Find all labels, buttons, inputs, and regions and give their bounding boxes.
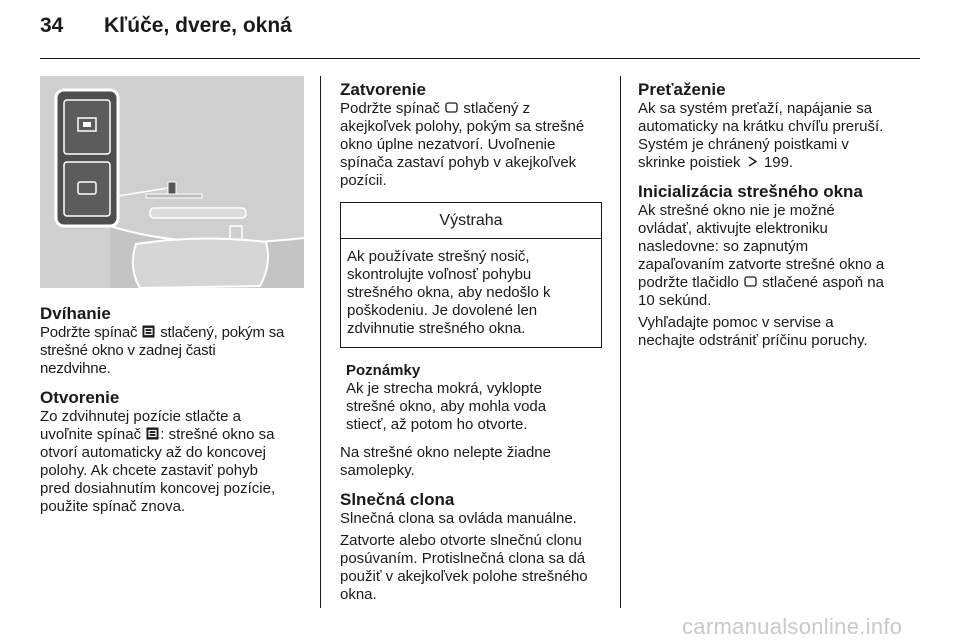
section-heading-zatvorenie: Zatvorenie (340, 80, 426, 99)
paragraph-slnecna-2: Zatvorte alebo otvorte slnečnú clonu posúvaním. Protislnečná clona sa dá použiť v akejkoľvek polohe strešného okna. (340, 532, 588, 603)
sunroof-close-icon (445, 101, 458, 114)
column-1 (40, 304, 306, 516)
paragraph-dvihanie: Podržte spínač stlačený, pokým sa strešné okno v zadnej časti nezdvihne. (40, 324, 285, 377)
paragraph-stickers: Na strešné okno nelepte žiadne samolepky. (340, 444, 551, 479)
section-heading-slnecna-clona: Slnečná clona (340, 490, 455, 509)
page-header (40, 14, 292, 48)
page-number: 34 (40, 14, 64, 37)
warning-box (340, 202, 602, 348)
sunroof-close-icon (744, 275, 757, 288)
paragraph-zatvorenie: Podržte spínač stlačený z akejkoľvek polohy, pokým sa strešné okno úplne nezatvorí. Uvoľnenie spínača zastaví pohyb v akejkoľvek pozícii. (340, 100, 585, 189)
note-block (340, 362, 602, 434)
column-divider (320, 76, 321, 608)
note-text: Ak je strecha mokrá, vyklopte strešné okno, aby mohla voda stiecť, až potom ho otvorte. (346, 380, 547, 433)
warning-title: Výstraha (341, 203, 601, 239)
column-divider (620, 76, 621, 608)
page-reference-link[interactable]: 199. (759, 154, 794, 171)
header-rule (40, 58, 920, 59)
sunroof-switch-drawing (40, 76, 304, 288)
paragraph-slnecna-1: Slnečná clona sa ovláda manuálne. (340, 510, 577, 527)
section-heading-pretazenie: Preťaženie (638, 80, 726, 99)
section-heading-otvorenie: Otvorenie (40, 388, 120, 407)
page-reference-arrow-icon[interactable] (746, 155, 759, 168)
sunroof-switch-illustration (40, 76, 304, 288)
section-heading-inicializacia: Inicializácia strešného okna (638, 182, 863, 201)
section-heading-dvihanie: Dvíhanie (40, 304, 111, 323)
watermark: carmanualsonline.info (682, 614, 903, 639)
paragraph-otvorenie: Zo zdvihnutej pozície stlačte a uvoľnite spínač : strešné okno sa otvorí automaticky až do koncovej polohy. Ak chcete zastaviť pohyb pred dosiahnutím koncovej pozície, použite spínač znova. (40, 408, 276, 515)
note-title: Poznámky (346, 362, 421, 379)
column-2 (340, 80, 602, 604)
warning-body: Ak používate strešný nosič, skontrolujte voľnosť pohybu strešného okna, aby nedošlo k poškodeniu. Je dovolené len zdvihnutie strešného okna. (347, 248, 551, 337)
sunroof-tilt-icon (146, 427, 159, 440)
paragraph-inicializacia: Ak strešné okno nie je možné ovládať, aktivujte elektroniku nasledovne: so zapnutým zapaľovaním zatvorte strešné okno a podržte tlačidlo stlačené aspoň na 10 sekúnd. (638, 202, 885, 309)
chapter-title: Kľúče, dvere, okná (104, 14, 292, 37)
column-3 (638, 80, 904, 350)
sunroof-tilt-icon (142, 325, 155, 338)
paragraph-servis: Vyhľadajte pomoc v servise a nechajte odstrániť príčinu poruchy. (638, 314, 868, 349)
paragraph-pretazenie: Ak sa systém preťaží, napájanie sa automaticky na krátku chvíľu preruší. Systém je chránený poistkami v skrinke poistiek 199. (638, 100, 884, 171)
